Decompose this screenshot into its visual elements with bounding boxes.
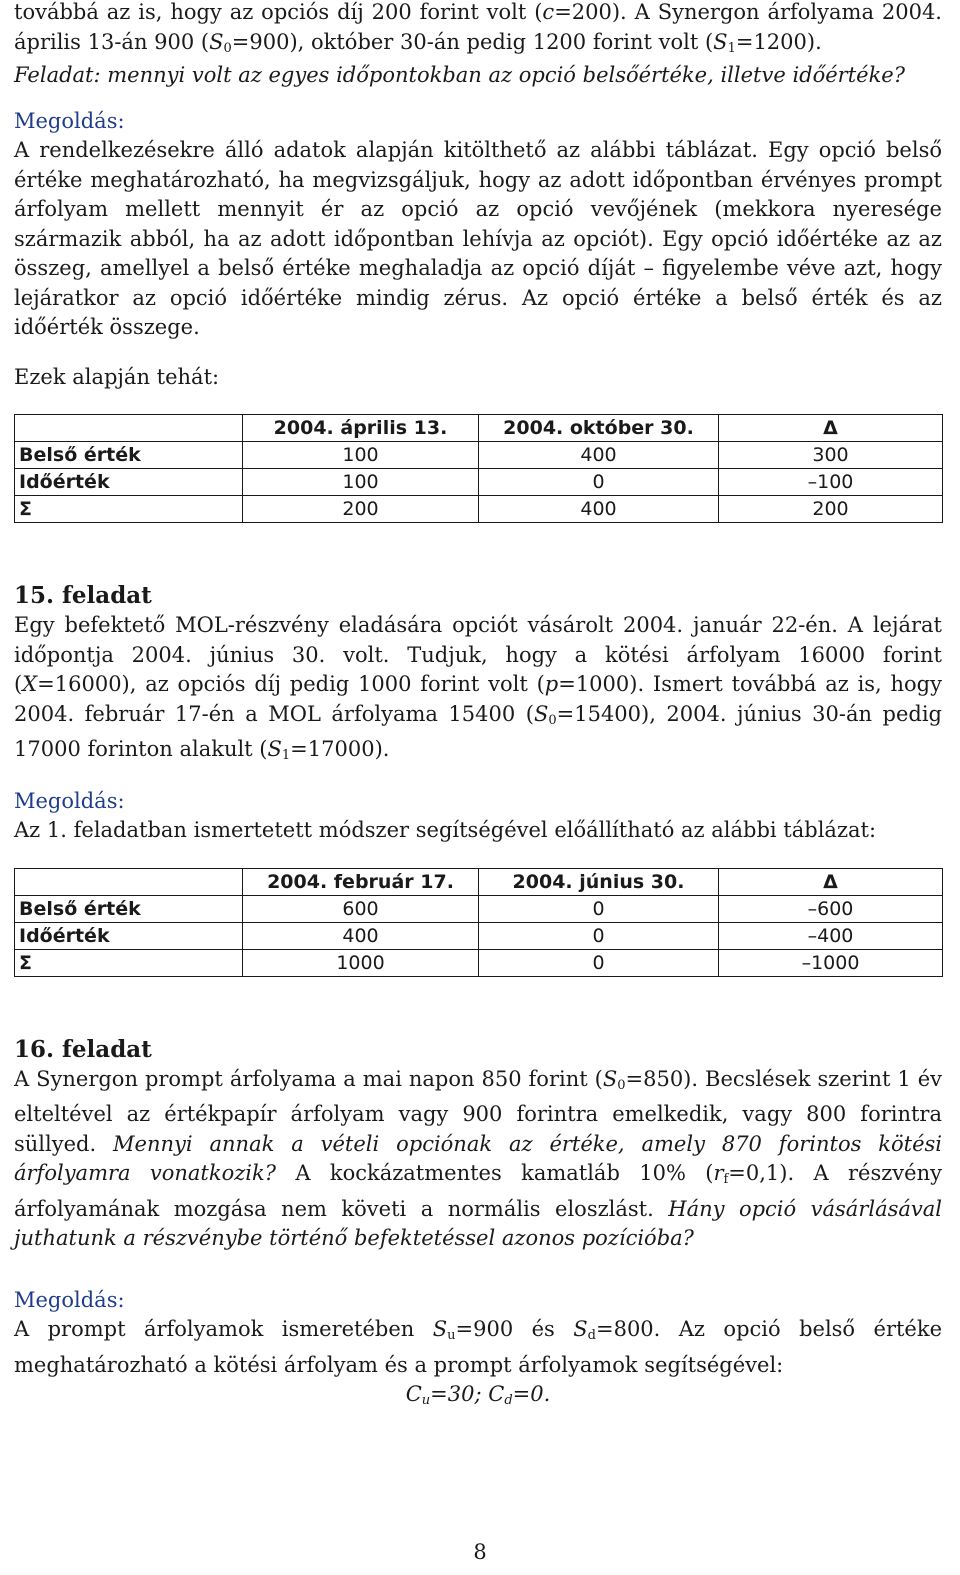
table-header-date1: 2004. április 13. bbox=[243, 415, 479, 442]
task-question: Feladat: mennyi volt az egyes időpontokban az opció belsőértéke, illetve időértéke? bbox=[14, 63, 905, 87]
table-row bbox=[15, 496, 943, 523]
row-label: Σ bbox=[15, 949, 243, 976]
table-cell: 600 bbox=[243, 895, 479, 922]
solution-paragraph-14: A rendelkezésekre álló adatok alapján kitölthető az alábbi táblázat. Egy opció belső értéke meghatározható, ha megvizsgáljuk, hogy az adott időpontban érvényes prompt árfolyam mellett mennyit ér az opció az opció vevőjének (mekkora nyeresége származik abból, ha az adott időpontban lehívja az opciót). Egy opció időértéke az az összeg, amellyel a belső értéke meghaladja az opció díját – figyelembe véve azt, hogy lejáratkor az opció időértéke mindig zérus. Az opció értéke a belső érték és az időérték összege. bbox=[14, 138, 942, 339]
table-row bbox=[15, 442, 943, 469]
solution-label: Megoldás: bbox=[14, 108, 125, 133]
table-cell: 200 bbox=[243, 496, 479, 523]
task15-text: Egy befektető MOL-részvény eladására opciót vásárolt 2004. január 22-én. A lejárat időpontja 2004. június 30. volt. Tudjuk, hogy a kötési árfolyam 16000 forint (X=16000), az opciós díj pedig 1000 forint volt (p=1000). Ismert továbbá az is, hogy 2004. február 17-én a MOL árfolyama 15400 $(S_0=15400)$, 2004. június 30-án pedig 17000 forinton alakult $(S_1=17000)$. bbox=[14, 613, 942, 763]
table-header-date1: 2004. február 17. bbox=[243, 868, 479, 895]
table-cell: 400 bbox=[243, 922, 479, 949]
table-cell: –100 bbox=[719, 469, 943, 496]
table-cell: 1000 bbox=[243, 949, 479, 976]
table-row bbox=[15, 949, 943, 976]
intro-text-part1: továbbá az is, hogy az opciós díj 200 forint volt (c=200). A Synergon árfolyama 2004. április 13-án 900 $(S_0=900)$, október 30-án pedig 1200 forint volt $(S_1=1200)$. bbox=[14, 0, 942, 56]
table-cell: 0 bbox=[479, 949, 719, 976]
table-task14 bbox=[14, 414, 943, 523]
table-header-row bbox=[15, 868, 943, 895]
formula: $C_u=30$; $C_d=0$. bbox=[405, 1382, 551, 1408]
table-header-blank bbox=[15, 415, 243, 442]
table-cell: –1000 bbox=[719, 949, 943, 976]
row-label: Belső érték bbox=[15, 895, 243, 922]
conclusion-line: Ezek alapján tehát: bbox=[14, 364, 220, 389]
document-page bbox=[14, 0, 942, 1416]
task16-solution-text: A prompt árfolyamok ismeretében $S_u=900$ és $S_d=800$. Az opció belső értéke meghatározható a kötési árfolyam és a prompt árfolyamok segítségével: bbox=[14, 1317, 942, 1377]
row-label: Időérték bbox=[15, 922, 243, 949]
table-cell: 100 bbox=[243, 469, 479, 496]
solution-label-15: Megoldás: bbox=[14, 788, 125, 813]
table-cell: 400 bbox=[479, 496, 719, 523]
task16-text: A Synergon prompt árfolyama a mai napon 850 forint $(S_0=850)$. Becslések szerint 1 év elteltével az értékpapír árfolyam vagy 900 forintra emelkedik, vagy 800 forintra süllyed. Mennyi annak a vételi opciónak az értéke, amely 870 forintos kötési árfolyamra vonatkozik? A kockázatmentes kamatláb 10% $(r_f=0,1)$. A részvény árfolyamának mozgása nem követi a normális eloszlást. Hány opció vásárlásával juthatunk a részvénybe történő befektetéssel azonos pozícióba? bbox=[14, 1066, 942, 1250]
row-label: Belső érték bbox=[15, 442, 243, 469]
task16-title: 16. feladat bbox=[14, 1035, 152, 1063]
table-row bbox=[15, 469, 943, 496]
intro-paragraph bbox=[14, 0, 942, 63]
table-header-date2: 2004. június 30. bbox=[479, 868, 719, 895]
table-cell: 0 bbox=[479, 922, 719, 949]
table-header-blank bbox=[15, 868, 243, 895]
solution-label-16: Megoldás: bbox=[14, 1287, 125, 1312]
task15-solution-text: Az 1. feladatban ismertetett módszer segítségével előállítható az alábbi táblázat: bbox=[14, 818, 877, 842]
table-cell: –600 bbox=[719, 895, 943, 922]
table-cell: –400 bbox=[719, 922, 943, 949]
table-cell: 0 bbox=[479, 895, 719, 922]
table-cell: 400 bbox=[479, 442, 719, 469]
table-task15 bbox=[14, 868, 943, 977]
table-cell: 0 bbox=[479, 469, 719, 496]
table-row bbox=[15, 895, 943, 922]
row-label: Σ bbox=[15, 496, 243, 523]
table-cell: 300 bbox=[719, 442, 943, 469]
table-row bbox=[15, 922, 943, 949]
table-cell: 100 bbox=[243, 442, 479, 469]
table-header-date2: 2004. október 30. bbox=[479, 415, 719, 442]
task15-title: 15. feladat bbox=[14, 582, 152, 609]
row-label: Időérték bbox=[15, 469, 243, 496]
page-number: 8 bbox=[473, 1540, 487, 1564]
table-cell: 200 bbox=[719, 496, 943, 523]
table-header-delta: Δ bbox=[719, 868, 943, 895]
table-header-row bbox=[15, 415, 943, 442]
table-header-delta: Δ bbox=[719, 415, 943, 442]
